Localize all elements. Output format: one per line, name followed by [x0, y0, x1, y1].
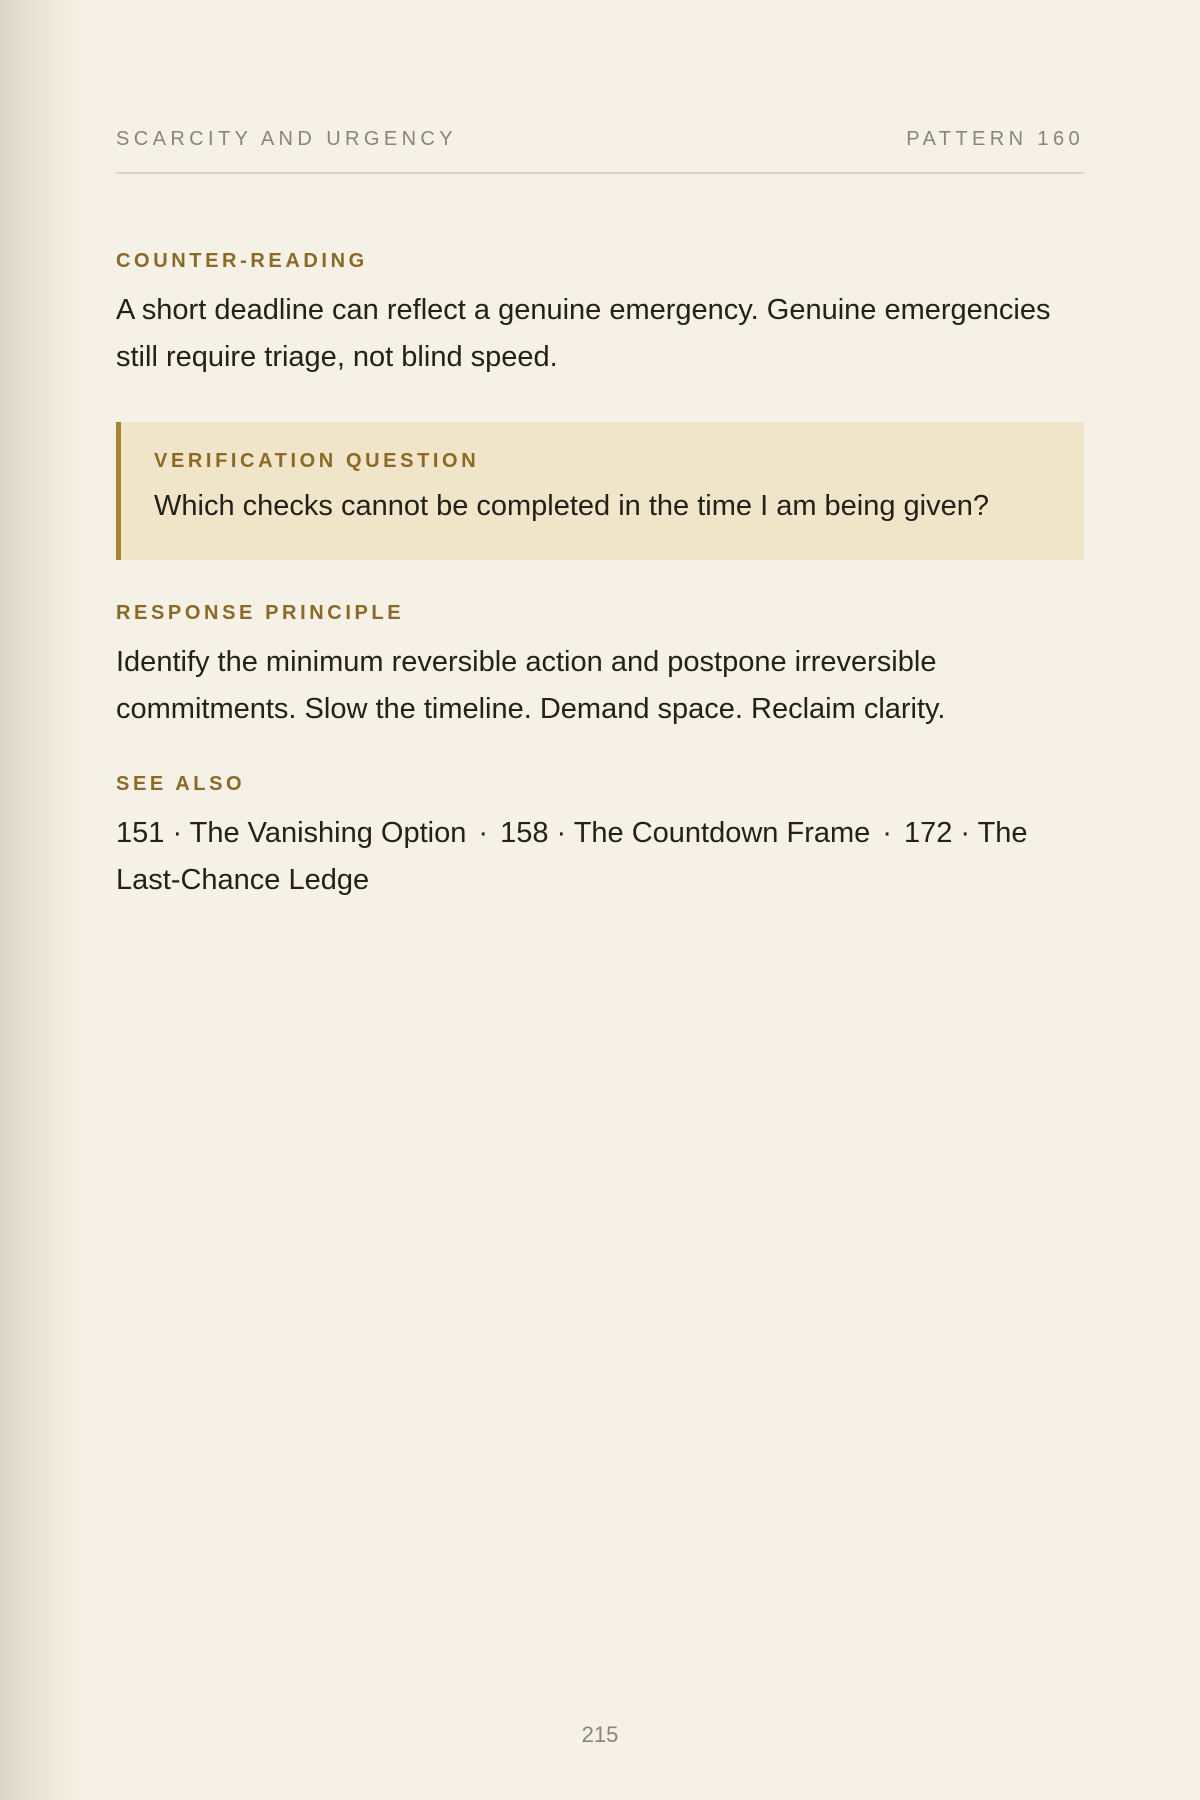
- response-principle-section: [116, 602, 1084, 733]
- counter-reading-text: A short deadline can reflect a genuine emergency. Genuine emergencies still require triage, not blind speed.: [116, 294, 1051, 373]
- running-head-pattern: PATTERN 160: [906, 128, 1084, 150]
- see-also-link[interactable]: 151 · The Vanishing Option: [116, 817, 467, 849]
- see-also-separator: ·: [478, 817, 489, 849]
- see-also-section: [116, 773, 1084, 904]
- book-page: [116, 0, 1084, 1800]
- see-also-label: SEE ALSO: [116, 773, 246, 795]
- page-gutter-shadow: [0, 0, 92, 1800]
- page-number: 215: [581, 1722, 619, 1747]
- verification-callout: [116, 422, 1084, 560]
- running-head: [116, 128, 1084, 151]
- see-also-list: [116, 810, 1084, 904]
- verification-label: VERIFICATION QUESTION: [154, 450, 480, 472]
- see-also-link[interactable]: 158 · The Countdown Frame: [500, 817, 871, 849]
- response-principle-text: Identify the minimum reversible action and postpone irreversible commitments. Slow the timeline. Demand space. Reclaim clarity.: [116, 646, 946, 725]
- see-also-link[interactable]: 172 · The Last-Chance Ledge: [116, 817, 1028, 896]
- counter-reading-section: [116, 250, 1084, 381]
- running-head-section: SCARCITY AND URGENCY: [116, 128, 458, 150]
- see-also-separator: ·: [882, 817, 892, 849]
- header-rule: [116, 172, 1084, 174]
- verification-question-text: Which checks cannot be completed in the time I am being given?: [154, 490, 990, 522]
- response-principle-label: RESPONSE PRINCIPLE: [116, 602, 405, 624]
- counter-reading-label: COUNTER-READING: [116, 250, 368, 272]
